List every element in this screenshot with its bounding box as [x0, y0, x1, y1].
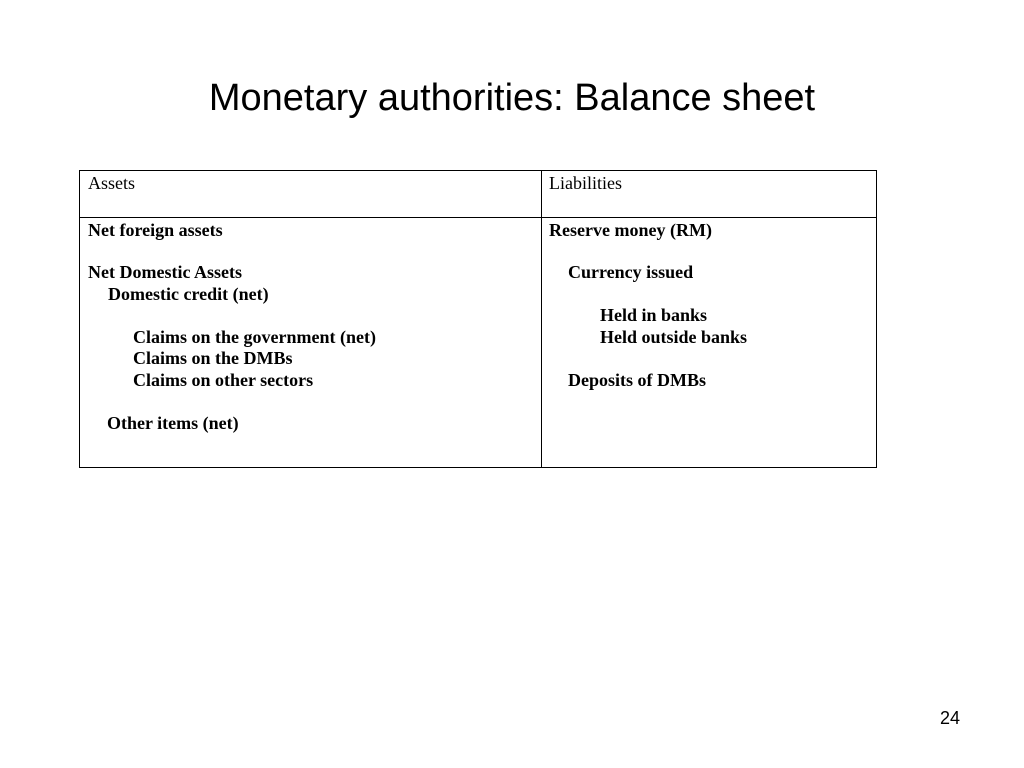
liability-currency-issued: Currency issued: [568, 262, 694, 282]
balance-sheet-table: [79, 170, 877, 468]
asset-claims-dmbs: Claims on the DMBs: [133, 348, 293, 368]
assets-column-header: Assets: [88, 173, 136, 193]
asset-claims-other-sectors: Claims on other sectors: [133, 370, 314, 390]
slide-title: Monetary authorities: Balance sheet: [208, 77, 816, 119]
liability-reserve-money: Reserve money (RM): [549, 220, 712, 240]
header-divider: [80, 217, 876, 218]
asset-other-items: Other items (net): [107, 413, 239, 433]
asset-net-foreign-assets: Net foreign assets: [88, 220, 223, 240]
asset-net-domestic-assets: Net Domestic Assets: [88, 262, 242, 282]
liability-held-outside-banks: Held outside banks: [600, 327, 748, 347]
page-number: 24: [940, 708, 961, 728]
liability-deposits-dmbs: Deposits of DMBs: [568, 370, 706, 390]
asset-domestic-credit: Domestic credit (net): [108, 284, 269, 304]
asset-claims-government: Claims on the government (net): [133, 327, 376, 347]
liabilities-column-header: Liabilities: [549, 173, 622, 193]
liability-held-in-banks: Held in banks: [600, 305, 708, 325]
column-divider: [541, 171, 542, 467]
